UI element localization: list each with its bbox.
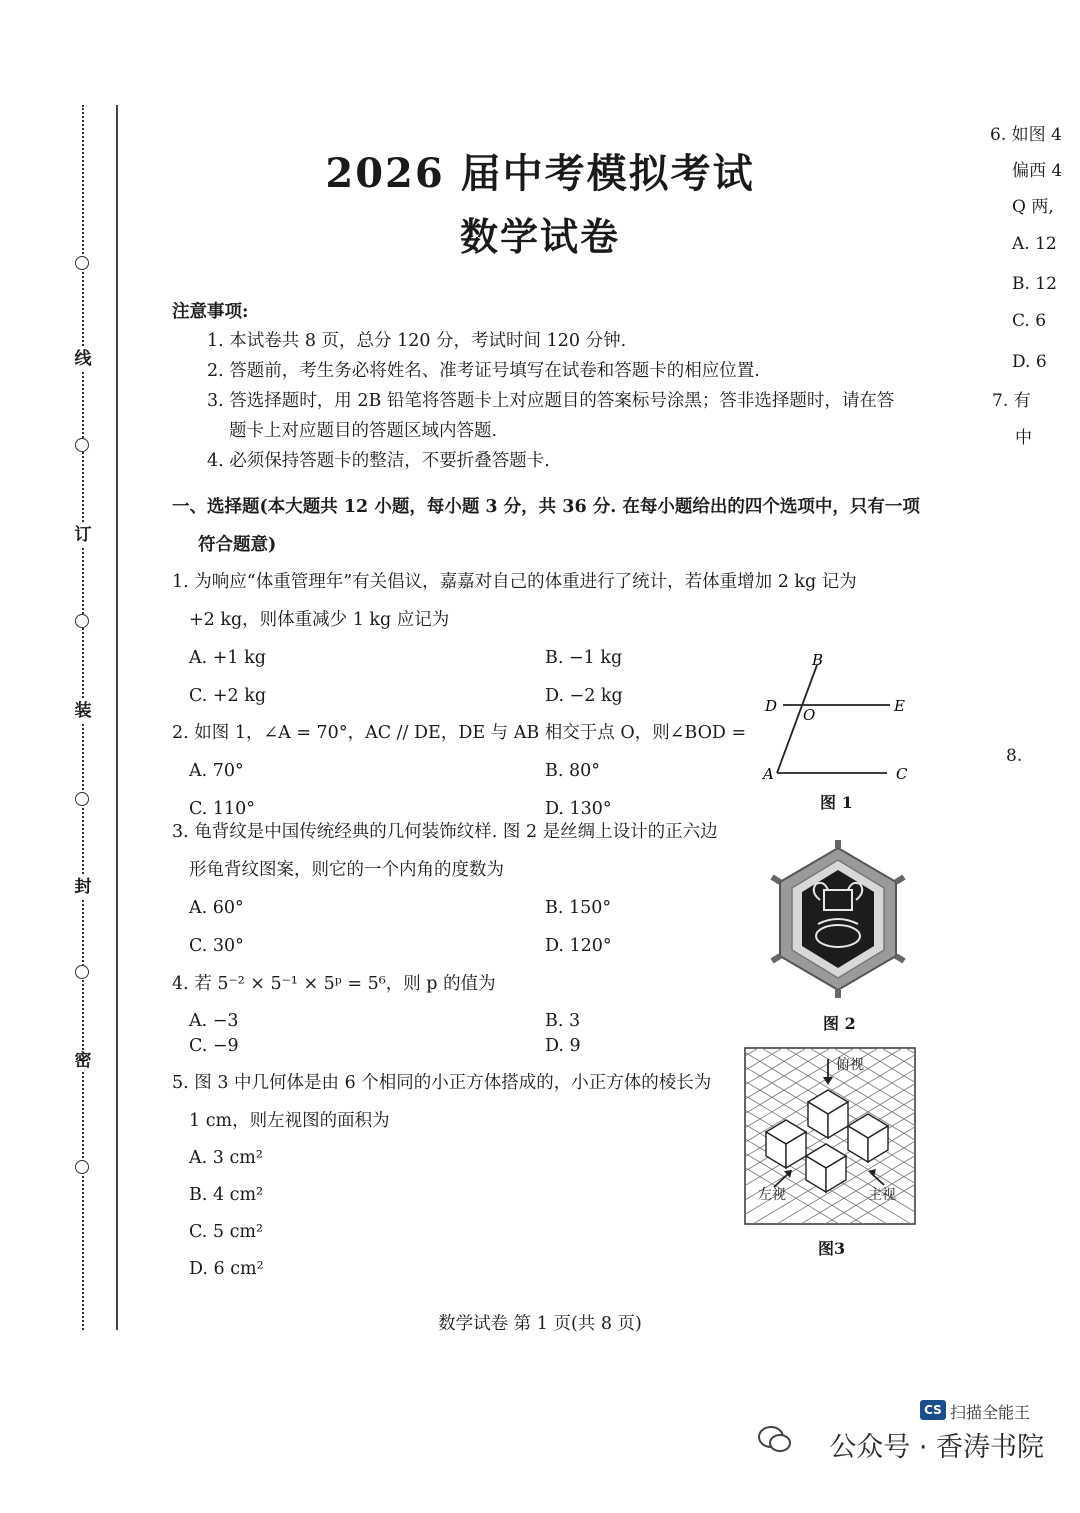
option: C. +2 kg	[189, 686, 267, 706]
question-3-text: 形龟背纹图案，则它的一个内角的度数为	[189, 860, 504, 880]
figure-2-caption: 图 2	[823, 1014, 856, 1033]
label-o: O	[803, 706, 816, 724]
option: A. +1 kg	[189, 648, 266, 668]
label-top-view: 俯视	[836, 1057, 864, 1073]
camscanner-name: 扫描全能王	[950, 1403, 1031, 1422]
next-page-fragment: 偏西 4	[1012, 161, 1063, 181]
option: C. 110°	[189, 799, 256, 819]
question-2-text: 2. 如图 1，∠A = 70°，AC // DE，DE 与 AB 相交于点 O，则∠BOD =	[172, 723, 747, 743]
question-5-text: 5. 图 3 中几何体是由 6 个相同的小正方体搭成的，小正方体的棱长为	[172, 1073, 712, 1093]
option: B. −1 kg	[545, 648, 623, 668]
option: C. 5 cm²	[189, 1222, 263, 1242]
seal-char: 封	[72, 876, 94, 898]
next-page-fragment: C. 6	[1012, 311, 1047, 331]
figure-3-cubes	[744, 1047, 916, 1225]
option: B. 4 cm²	[189, 1185, 264, 1205]
seal-char: 密	[72, 1050, 94, 1072]
note-item: 1. 本试卷共 8 页，总分 120 分，考试时间 120 分钟.	[207, 331, 627, 351]
question-4-text: 4. 若 5⁻² × 5⁻¹ × 5ᵖ = 5⁶，则 p 的值为	[172, 974, 496, 994]
option: B. 80°	[545, 761, 601, 781]
option: A. 60°	[189, 898, 244, 918]
option: B. 3	[545, 1011, 581, 1031]
question-5-text: 1 cm，则左视图的面积为	[189, 1111, 390, 1131]
question-1-text: 1. 为响应“体重管理年”有关倡议，嘉嘉对自己的体重进行了统计，若体重增加 2 kg 记为	[172, 572, 857, 592]
note-item: 题卡上对应题目的答题区域内答题.	[229, 421, 498, 441]
note-item: 3. 答选择题时，用 2B 铅笔将答题卡上对应题目的答案标号涂黑；答非选择题时，请在答	[207, 391, 895, 411]
figure-2-hexagon-pattern	[770, 840, 906, 1000]
option: D. 9	[545, 1036, 581, 1056]
seal-circle	[75, 792, 89, 806]
wechat-icon	[758, 1425, 792, 1455]
next-page-fragment: Q 两,	[1012, 197, 1054, 217]
question-1-text: +2 kg，则体重减少 1 kg 应记为	[189, 610, 450, 630]
option: A. −3	[189, 1011, 239, 1031]
label-e: E	[894, 697, 905, 715]
next-page-fragment: 6. 如图 4	[990, 125, 1062, 145]
label-left-view: 左视	[758, 1187, 786, 1203]
option: D. 6 cm²	[189, 1259, 264, 1279]
option: C. −9	[189, 1036, 239, 1056]
section-heading-cont: 符合题意)	[198, 535, 277, 555]
next-page-fragment: B. 12	[1012, 274, 1057, 294]
label-b: B	[812, 651, 824, 669]
seal-char: 线	[72, 348, 94, 370]
next-page-fragment: 中	[1015, 428, 1032, 448]
camscanner-badge: CS	[920, 1400, 946, 1420]
figure-1-diagram	[755, 650, 915, 790]
label-a: A	[763, 765, 774, 783]
note-item: 4. 必须保持答题卡的整洁，不要折叠答题卡.	[207, 451, 550, 471]
section-heading: 一、选择题(本大题共 12 小题，每小题 3 分，共 36 分. 在每小题给出的四个选项中，只有一项	[172, 497, 920, 517]
exam-title: 2026 届中考模拟考试	[325, 150, 755, 197]
next-page-fragment: D. 6	[1012, 352, 1047, 372]
exam-subtitle: 数学试卷	[459, 214, 620, 259]
seal-circle	[75, 1160, 89, 1174]
seal-circle	[75, 438, 89, 452]
seal-circle	[75, 965, 89, 979]
option: B. 150°	[545, 898, 612, 918]
label-c: C	[896, 765, 908, 783]
option: C. 30°	[189, 936, 244, 956]
question-3-text: 3. 龟背纹是中国传统经典的几何装饰纹样. 图 2 是丝绸上设计的正六边	[172, 822, 718, 842]
seal-circle	[75, 614, 89, 628]
next-page-fragment: 7. 有	[992, 391, 1031, 411]
figure-3-caption: 图3	[818, 1239, 846, 1258]
option: A. 3 cm²	[189, 1148, 263, 1168]
label-front-view: 主视	[868, 1187, 896, 1203]
seal-char: 装	[72, 700, 94, 722]
next-page-fragment: A. 12	[1012, 234, 1057, 254]
next-page-fragment: 8.	[1006, 746, 1023, 766]
option: D. 130°	[545, 799, 612, 819]
option: D. 120°	[545, 936, 612, 956]
notes-heading: 注意事项:	[172, 302, 249, 322]
margin-rule	[116, 105, 118, 1330]
figure-1-caption: 图 1	[820, 793, 853, 812]
page-footer: 数学试卷 第 1 页(共 8 页)	[438, 1314, 642, 1334]
option: A. 70°	[189, 761, 244, 781]
note-item: 2. 答题前，考生务必将姓名、准考证号填写在试卷和答题卡的相应位置.	[207, 361, 760, 381]
wechat-account-watermark: 公众号 · 香涛书院	[829, 1432, 1044, 1463]
option: D. −2 kg	[545, 686, 623, 706]
label-d: D	[765, 697, 778, 715]
seal-char: 订	[72, 524, 94, 546]
